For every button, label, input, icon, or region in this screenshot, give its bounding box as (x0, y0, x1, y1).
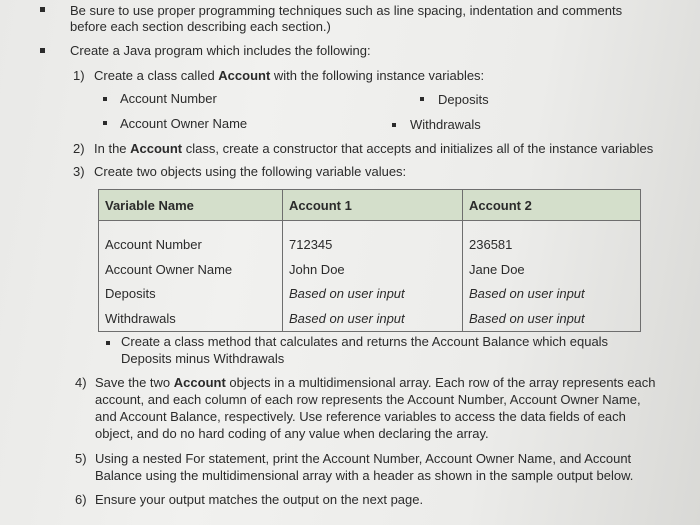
table-row (99, 221, 641, 332)
bullet (40, 48, 45, 53)
step-4-line-4: object, and do no hard coding of any value when declaring the array. (95, 426, 489, 441)
table-cell: Withdrawals (105, 310, 176, 326)
var-withdrawals: Withdrawals (410, 117, 481, 132)
bullet (40, 7, 45, 12)
table-cell: Based on user input (289, 286, 405, 301)
var-account-number: Account Number (120, 91, 217, 106)
step-6-text: Ensure your output matches the output on the next page. (95, 492, 424, 507)
step-1-number: 1) (73, 68, 85, 83)
table-cell: John Doe (289, 261, 345, 277)
step-4-line-2: account, and each column of each row represents the Account Number, Account Owner Name, (95, 392, 641, 407)
header-account-1: Account 1 (283, 190, 463, 221)
header-account-2: Account 2 (463, 190, 641, 221)
step-4-number: 4) (75, 375, 87, 390)
create-program-text: Create a Java program which includes the following: (70, 43, 371, 58)
table-cell: Based on user input (469, 310, 585, 326)
table-cell: Deposits (105, 286, 156, 301)
intro-line-1: Be sure to use proper programming techniques such as line spacing, indentation and comments (70, 3, 623, 18)
step-3-number: 3) (73, 164, 85, 179)
step-5-line-1: Using a nested For statement, print the Account Number, Account Owner Name, and Account (95, 451, 632, 466)
variables-table (98, 189, 641, 332)
table-cell: Based on user input (469, 286, 585, 301)
table-cell: Jane Doe (469, 261, 525, 277)
bullet (103, 97, 107, 101)
bullet (420, 97, 424, 101)
step-2-number: 2) (73, 141, 85, 156)
var-account-owner-name: Account Owner Name (120, 116, 248, 131)
table-cell: 712345 (289, 237, 333, 252)
method-line-1: Create a class method that calculates and returns the Account Balance which equals (121, 334, 609, 349)
table-cell: Account Number (105, 237, 202, 252)
var-deposits: Deposits (438, 92, 489, 107)
step-4-line-1: Save the two Account objects in a multidimensional array. Each row of the array represents each (95, 375, 656, 390)
header-variable-name: Variable Name (99, 190, 283, 221)
variable-names-cell (99, 221, 283, 332)
method-line-2: Deposits minus Withdrawals (121, 351, 285, 366)
intro-line-2: before each section describing each section.) (70, 19, 331, 34)
bullet (106, 341, 110, 345)
step-6-number: 6) (75, 492, 87, 507)
bullet (392, 123, 396, 127)
step-2-text: In the Account class, create a constructor that accepts and initializes all of the instance variables (94, 141, 654, 156)
account-1-cell (283, 221, 463, 332)
table-cell: 236581 (469, 237, 513, 252)
step-1-text: Create a class called Account with the following instance variables: (94, 68, 485, 83)
table-cell: Based on user input (289, 310, 405, 326)
step-5-number: 5) (75, 451, 87, 466)
step-5-line-2: Balance using the multidimensional array with a header as shown in the sample output below. (95, 468, 634, 483)
table-header-row (99, 190, 641, 221)
table-cell: Account Owner Name (105, 261, 233, 277)
bullet (103, 121, 107, 125)
step-4-line-3: and Account Balance, respectively. Use reference variables to access the data fields of each (95, 409, 626, 424)
account-2-cell (463, 221, 641, 332)
step-3-text: Create two objects using the following variable values: (94, 164, 407, 179)
